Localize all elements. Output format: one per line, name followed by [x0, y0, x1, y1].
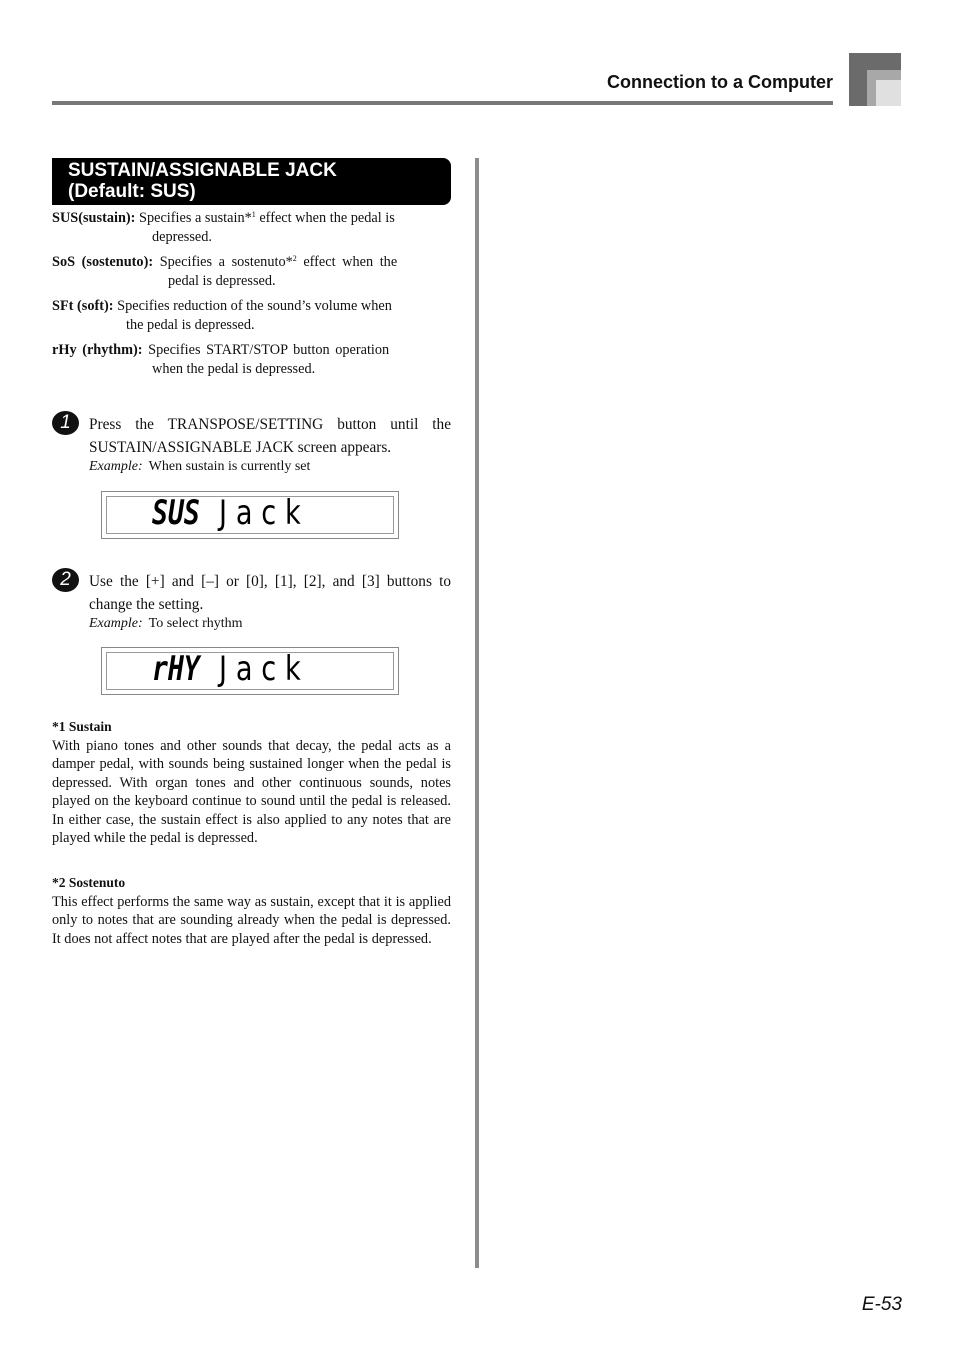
definition-term: SFt (soft):	[52, 298, 114, 314]
definition-term: rHy (rhythm):	[52, 342, 143, 358]
step-instruction: Use the [+] and [–] or [0], [1], [2], and [3] buttons to change the setting.	[89, 573, 451, 613]
step-number-badge: 1	[52, 411, 79, 435]
definition-text: Specifies reduction of the sound’s volume when	[117, 298, 392, 314]
definition-list	[52, 209, 451, 385]
lcd-dotmatrix-text: Jack	[219, 493, 310, 533]
corner-tab-mark	[849, 53, 901, 106]
footnote-ref: 2	[292, 254, 297, 263]
footnote-body: With piano tones and other sounds that decay, the pedal acts as a damper pedal, with sounds being sustained longer when the pedal is depressed. With organ tones and other continuous sounds, notes played on the keyboard continue to sound until the pedal is released. In either case, the sustain effect is also applied to any notes that are played while the pedal is depressed.	[52, 737, 451, 846]
column-divider	[475, 158, 479, 1268]
section-title-line2: (Default: SUS)	[68, 181, 196, 202]
page-number: E-53	[861, 1294, 902, 1315]
footnote-body: This effect performs the same way as sustain, except that it is applied only to notes that are sounding already when the pedal is depressed. It does not affect notes that are played after the pedal is depressed.	[52, 893, 451, 947]
header-rule	[52, 101, 833, 105]
definition-sft	[52, 297, 451, 341]
footnote-sostenuto	[52, 874, 451, 948]
step-example	[89, 615, 243, 633]
section-title-line1: SUSTAIN/ASSIGNABLE JACK	[68, 160, 337, 181]
lcd-segment-text: SUS	[152, 493, 200, 533]
step-example	[89, 458, 310, 476]
definition-text: effect when the	[296, 254, 398, 270]
definition-sos	[52, 253, 451, 297]
definition-term: SUS(sustain):	[52, 210, 136, 226]
example-text: To select rhythm	[148, 616, 243, 631]
step-instruction: Press the TRANSPOSE/SETTING button until the SUSTAIN/ASSIGNABLE JACK screen appears.	[89, 416, 451, 456]
lcd-display-sustain	[101, 491, 399, 539]
definition-rhy	[52, 341, 451, 385]
lcd-dotmatrix-text: Jack	[219, 649, 310, 689]
definition-sus	[52, 209, 451, 253]
definition-term: SoS (sostenuto):	[52, 254, 154, 270]
footnote-title: *2 Sostenuto	[52, 875, 126, 890]
footnote-sustain	[52, 718, 451, 848]
definition-text: Specifies START/STOP button operation	[148, 342, 390, 358]
section-title	[52, 158, 451, 205]
definition-continuation: when the pedal is depressed.	[152, 360, 316, 377]
definition-continuation: pedal is depressed.	[168, 272, 276, 289]
footnote-ref: 1	[251, 210, 256, 219]
example-text: When sustain is currently set	[148, 459, 311, 474]
definition-text: Specifies a sostenuto*	[159, 254, 293, 270]
lcd-segment-text: rHY	[152, 649, 200, 689]
definition-text: Specifies a sustain*	[139, 210, 252, 226]
page-header-title: Connection to a Computer	[607, 72, 833, 92]
example-label: Example:	[89, 616, 143, 631]
step-2	[52, 568, 452, 648]
definition-text: effect when the pedal is	[255, 210, 395, 226]
lcd-display-rhythm	[101, 647, 399, 695]
example-label: Example:	[89, 459, 143, 474]
footnote-title: *1 Sustain	[52, 719, 112, 734]
step-number-badge: 2	[52, 568, 79, 592]
definition-continuation: the pedal is depressed.	[126, 316, 255, 333]
definition-continuation: depressed.	[152, 228, 212, 245]
